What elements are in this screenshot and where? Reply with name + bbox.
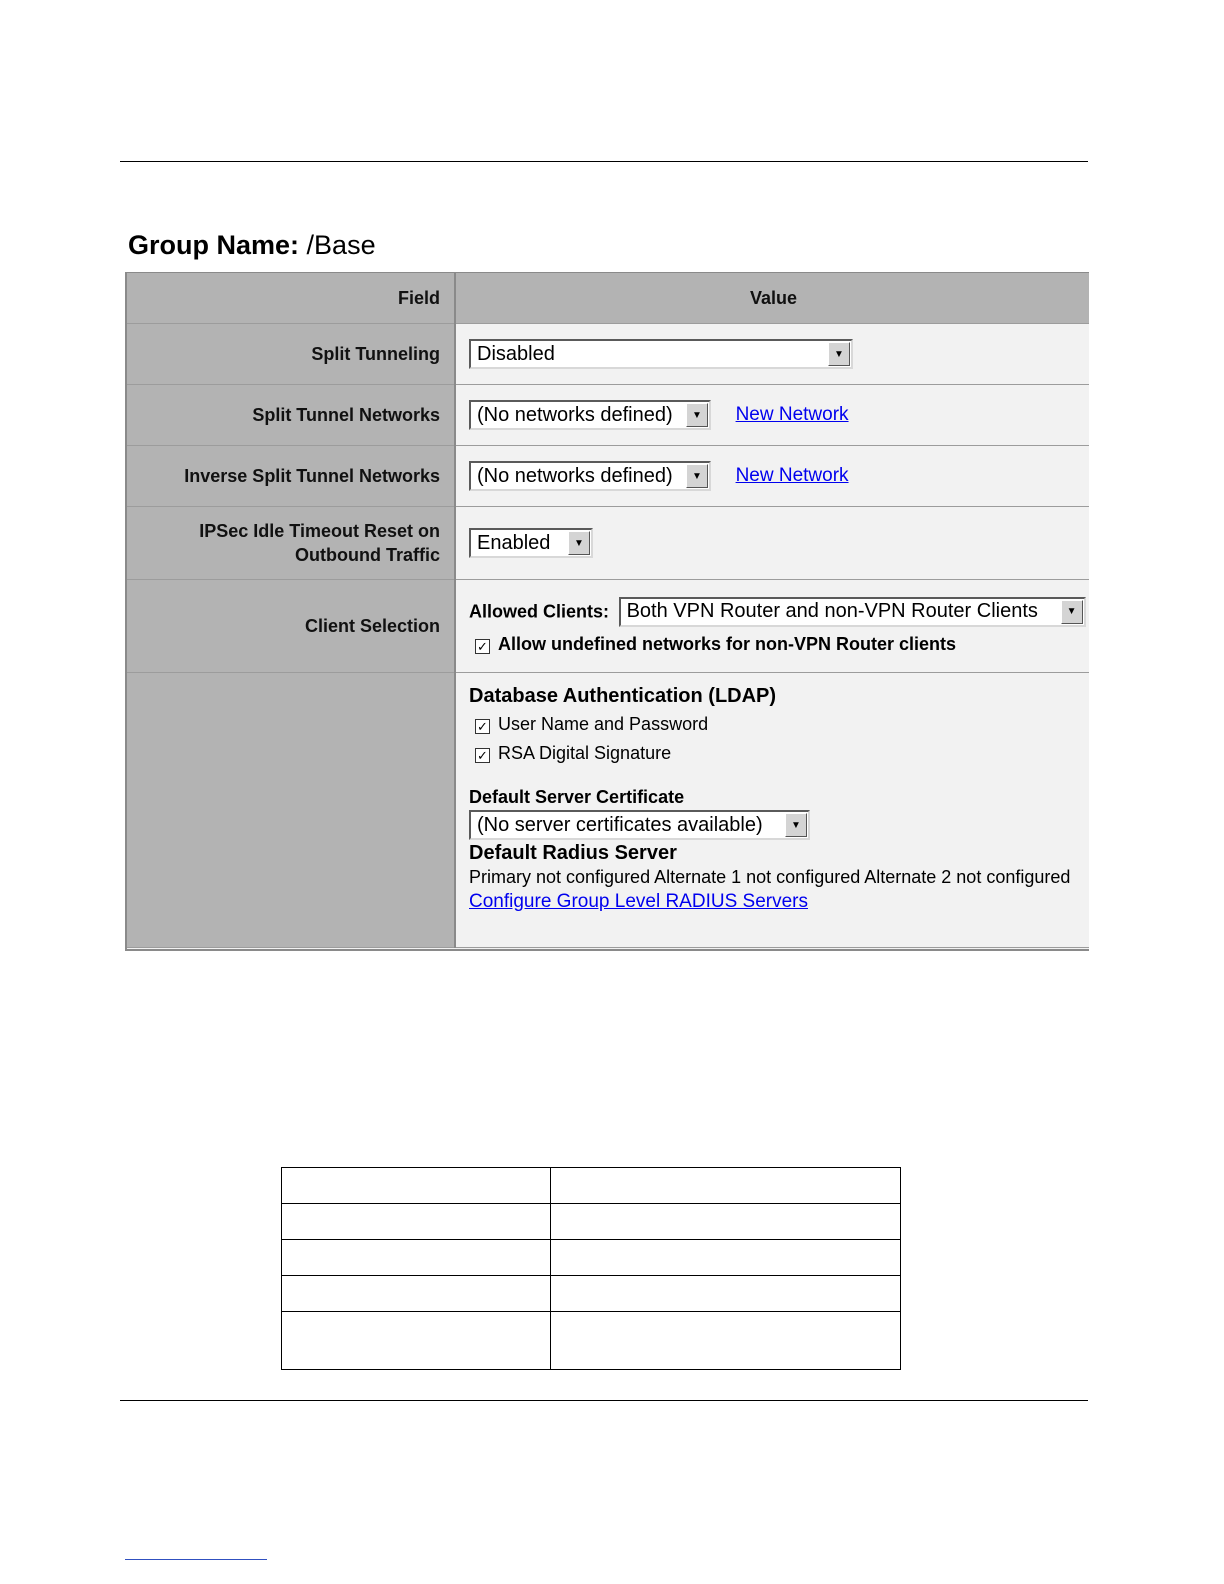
inverse-split-tunnel-networks-select[interactable] bbox=[469, 461, 711, 491]
ipsec-idle-timeout-select[interactable] bbox=[469, 528, 593, 558]
group-settings-panel bbox=[125, 272, 1089, 951]
default-server-certificate-select[interactable] bbox=[469, 810, 810, 840]
rsa-digital-signature-checkbox[interactable] bbox=[475, 748, 490, 763]
split-tunneling-label: Split Tunneling bbox=[127, 324, 455, 385]
ipsec-label-line2: Outbound Traffic bbox=[295, 545, 440, 565]
split-tunnel-networks-label: Split Tunnel Networks bbox=[127, 385, 455, 446]
table-row bbox=[127, 580, 1089, 673]
default-radius-server-heading: Default Radius Server bbox=[469, 842, 677, 864]
undefined-networks-line bbox=[469, 633, 1089, 656]
allowed-clients-select[interactable] bbox=[619, 597, 1086, 627]
table-row bbox=[127, 673, 1089, 948]
checkmark-icon: ✓ bbox=[477, 638, 488, 654]
chevron-down-icon[interactable]: ▼ bbox=[568, 531, 590, 555]
allow-undefined-networks-label: Allow undefined networks for non-VPN Router clients bbox=[498, 633, 957, 654]
header-value: Value bbox=[455, 273, 1089, 324]
checkmark-icon: ✓ bbox=[477, 748, 488, 763]
rsa-digital-signature-label: RSA Digital Signature bbox=[498, 743, 672, 763]
chevron-down-icon[interactable]: ▼ bbox=[686, 464, 708, 488]
ipsec-idle-timeout-value: Enabled bbox=[477, 531, 551, 554]
inverse-split-tunnel-networks-label: Inverse Split Tunnel Networks bbox=[127, 446, 455, 507]
chevron-down-icon[interactable]: ▼ bbox=[686, 403, 708, 427]
table-row bbox=[127, 446, 1089, 507]
user-name-password-checkbox[interactable] bbox=[475, 719, 490, 734]
database-auth-heading: Database Authentication (LDAP) bbox=[469, 685, 777, 707]
page-title bbox=[128, 230, 376, 261]
chevron-down-icon[interactable]: ▼ bbox=[785, 813, 807, 837]
allowed-clients-line bbox=[469, 597, 1089, 627]
table-row bbox=[282, 1204, 901, 1240]
split-tunnel-networks-value: (No networks defined) bbox=[477, 403, 673, 426]
inverse-split-tunnel-networks-value: (No networks defined) bbox=[477, 464, 673, 487]
top-rule bbox=[120, 161, 1088, 162]
allowed-clients-label: Allowed Clients: bbox=[469, 600, 610, 621]
allow-undefined-networks-checkbox[interactable] bbox=[475, 639, 490, 654]
default-server-certificate-value: (No server certificates available) bbox=[477, 813, 763, 836]
table-row bbox=[282, 1240, 901, 1276]
inverse-new-network-link[interactable]: New Network bbox=[735, 465, 849, 487]
split-tunneling-value: Disabled bbox=[477, 342, 555, 365]
table-row bbox=[127, 385, 1089, 446]
split-tunneling-select[interactable] bbox=[469, 339, 853, 369]
checkmark-icon: ✓ bbox=[477, 719, 488, 734]
bottom-rule bbox=[120, 1400, 1088, 1401]
group-name-label: Group Name: bbox=[128, 230, 300, 260]
settings-table bbox=[127, 273, 1089, 948]
auth-label-cell bbox=[127, 673, 455, 948]
chevron-down-icon[interactable]: ▼ bbox=[828, 342, 850, 366]
ipsec-label-line1: IPSec Idle Timeout Reset on bbox=[199, 521, 440, 541]
table-header-row bbox=[127, 273, 1089, 324]
ipsec-idle-timeout-label bbox=[127, 507, 455, 580]
chevron-down-icon[interactable]: ▼ bbox=[1061, 600, 1083, 624]
radius-status-text: Primary not configured Alternate 1 not configured Alternate 2 not configured bbox=[469, 867, 1071, 887]
user-name-password-label: User Name and Password bbox=[498, 714, 709, 734]
table-row bbox=[282, 1168, 901, 1204]
new-network-link[interactable]: New Network bbox=[735, 404, 849, 426]
group-name-value: /Base bbox=[306, 230, 376, 260]
client-selection-label: Client Selection bbox=[127, 580, 455, 673]
header-field: Field bbox=[127, 273, 455, 324]
allowed-clients-value: Both VPN Router and non-VPN Router Clients bbox=[626, 600, 1038, 622]
split-tunnel-networks-select[interactable] bbox=[469, 400, 711, 430]
default-server-certificate-heading: Default Server Certificate bbox=[469, 787, 685, 807]
table-row bbox=[282, 1276, 901, 1312]
configure-radius-servers-link[interactable]: Configure Group Level RADIUS Servers bbox=[469, 891, 808, 912]
rsa-line bbox=[469, 743, 1089, 764]
user-pass-line bbox=[469, 714, 1089, 735]
table-row bbox=[127, 324, 1089, 385]
table-row bbox=[127, 507, 1089, 580]
blank-table bbox=[281, 1167, 901, 1370]
table-row bbox=[282, 1312, 901, 1370]
footer-link-underline bbox=[125, 1559, 267, 1560]
